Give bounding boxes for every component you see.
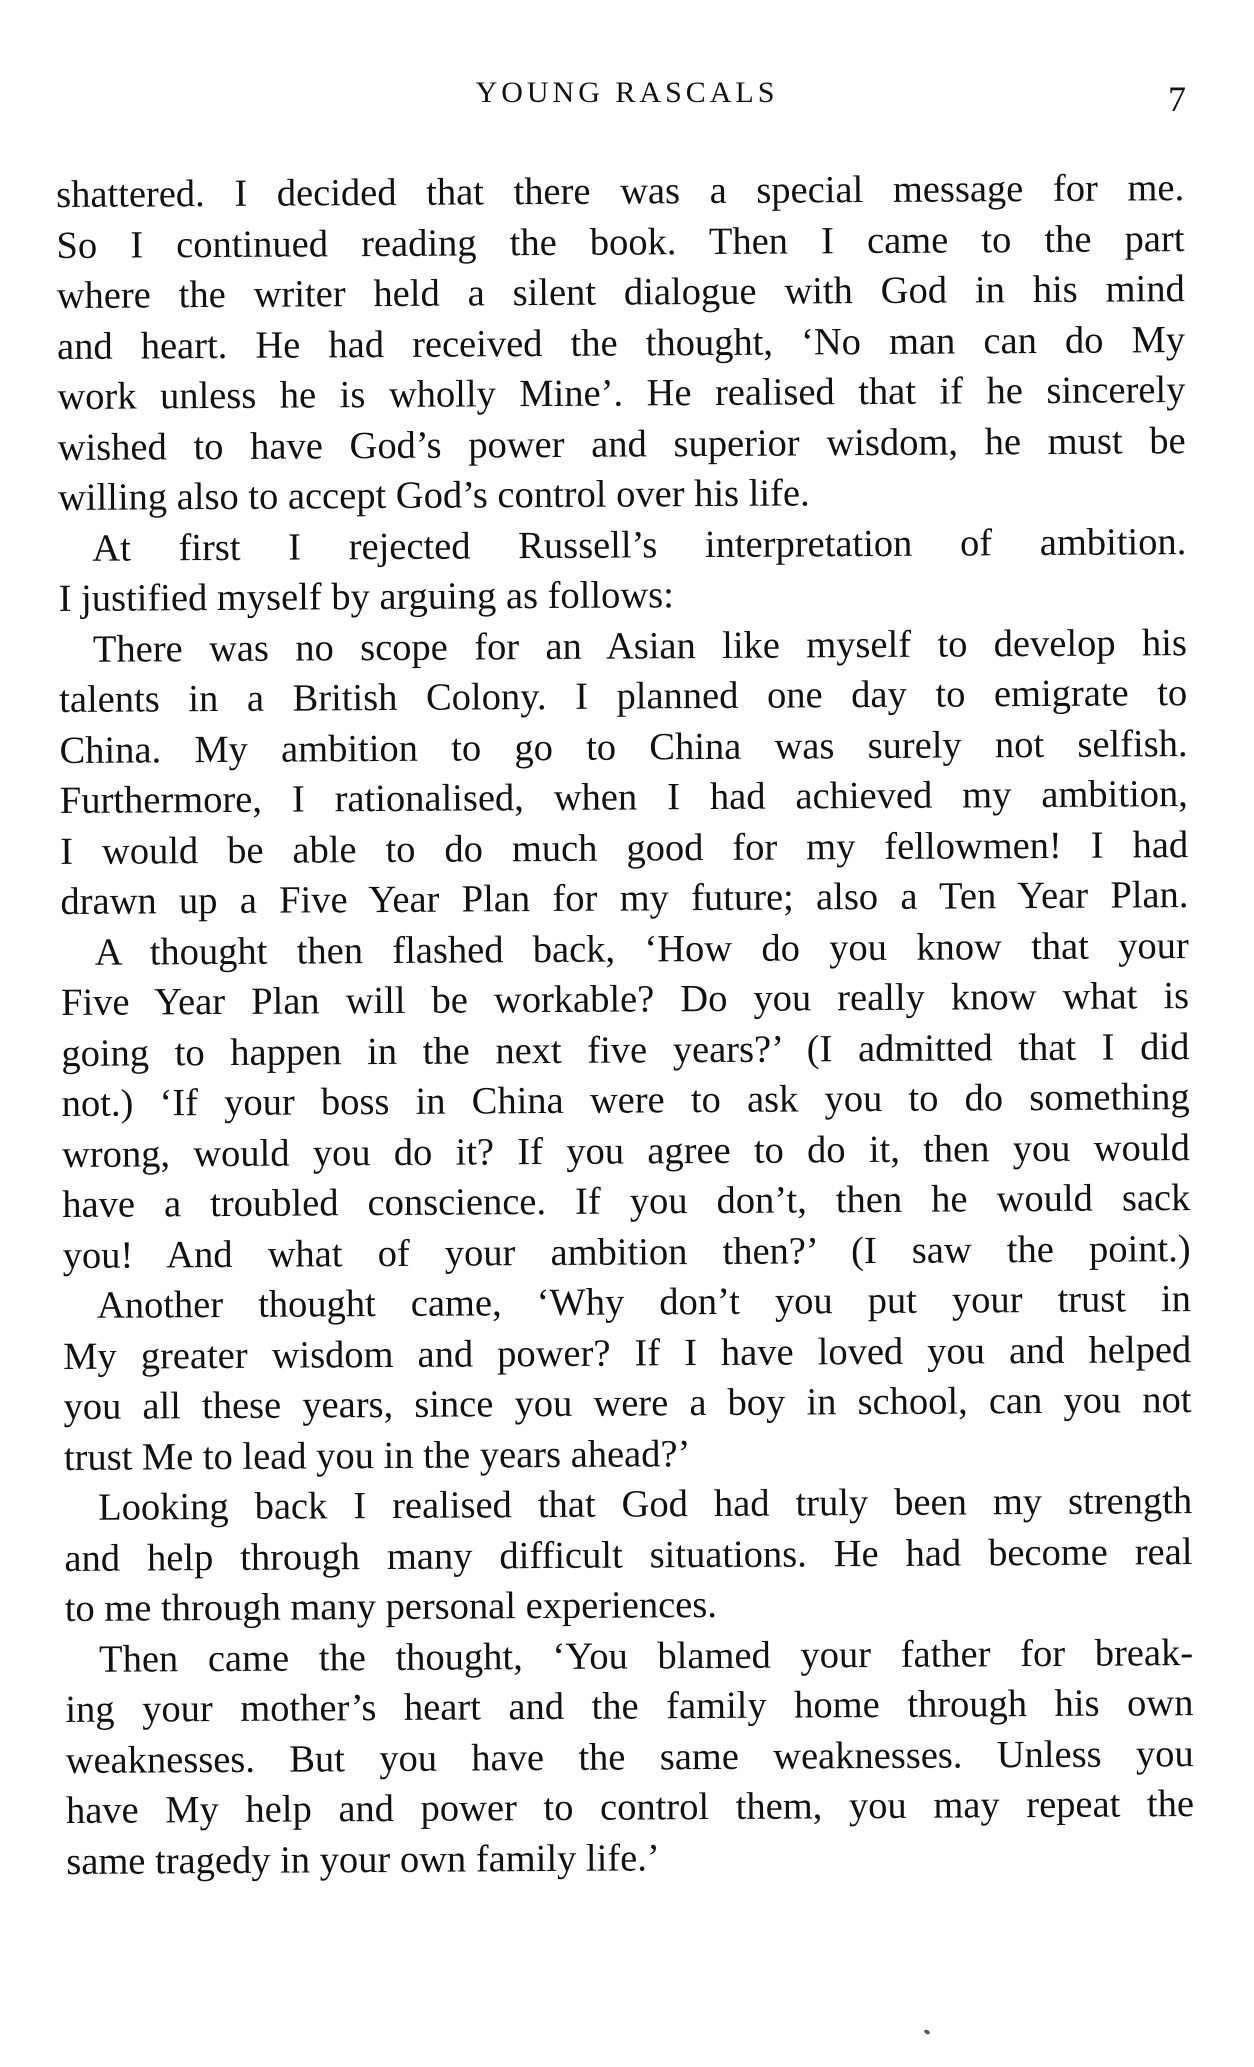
- text-line: willing also to accept God’s control over his life.: [57, 472, 810, 519]
- text-line: trust Me to lead you in the years ahead?’: [63, 1432, 691, 1479]
- text-line: not.) ‘If your boss in China were to ask you to do something: [61, 1076, 1190, 1125]
- page-number: 7: [1168, 79, 1186, 119]
- text-line: drawn up a Five Year Plan for my future; also a Ten Year Plan.: [60, 874, 1189, 923]
- text-line: have a troubled conscience. If you don’t, then he would sack: [62, 1177, 1191, 1226]
- text-line: where the writer held a silent dialogue with God in his mind: [56, 268, 1185, 317]
- text-line: Five Year Plan will be workable? Do you really know what is: [60, 975, 1190, 1024]
- paragraph: [56, 163, 1186, 523]
- text-line: So I continued reading the book. Then I came to the part: [56, 217, 1185, 267]
- paragraph: [64, 1476, 1193, 1634]
- text-line: At first I rejected Russell’s interpretation of ambition.: [92, 520, 1187, 570]
- paragraph: [59, 618, 1189, 928]
- paragraph: [61, 921, 1191, 1281]
- body-text: [56, 163, 1194, 1887]
- text-line: you all these years, since you were a boy in school, can you not: [63, 1379, 1192, 1428]
- text-line: going to happen in the next five years?’ (I admitted that I did: [61, 1025, 1190, 1075]
- text-line: My greater wisdom and power? If I have loved you and helped: [63, 1328, 1192, 1378]
- running-title: YOUNG RASCALS: [475, 76, 779, 109]
- text-line: have My help and power to control them, you may repeat the: [65, 1783, 1195, 1832]
- paragraph: [63, 1274, 1192, 1483]
- text-line: I would be able to do much good for my fellowmen! I had: [60, 823, 1189, 873]
- paragraph: [65, 1628, 1195, 1887]
- text-line: wrong, would you do it? If you agree to do it, then you would: [61, 1126, 1191, 1176]
- text-line: Then came the thought, ‘You blamed your father for break-: [98, 1631, 1194, 1681]
- text-line: Another thought came, ‘Why don’t you put your trust in: [96, 1278, 1192, 1327]
- text-line: same tragedy in your own family life.’: [66, 1836, 660, 1883]
- text-line: weaknesses. But you have the same weaknesses. Unless you: [65, 1732, 1194, 1782]
- text-line: Looking back I realised that God had truly been my strength: [98, 1480, 1193, 1529]
- text-line: and heart. He had received the thought, ‘No man can do My: [56, 318, 1186, 368]
- text-line: work unless he is wholly Mine’. He realised that if he sincerely: [57, 369, 1186, 418]
- text-line: There was no scope for an Asian like myself to develop his: [92, 621, 1188, 671]
- text-line: ing your mother’s heart and the family home through his own: [65, 1682, 1194, 1731]
- paragraph: [58, 517, 1187, 625]
- text-line: and help through many difficult situations. He had become real: [64, 1530, 1193, 1580]
- text-line: China. My ambition to go to China was surely not selfish.: [59, 722, 1188, 772]
- text-line: to me through many personal experiences.: [64, 1583, 718, 1630]
- text-line: wished to have God’s power and superior wisdom, he must be: [57, 419, 1186, 469]
- text-line: you! And what of your ambition then?’ (I saw the point.): [62, 1227, 1191, 1277]
- text-line: talents in a British Colony. I planned one day to emigrate to: [59, 672, 1188, 721]
- text-line: I justified myself by arguing as follows:: [58, 574, 674, 620]
- text-line: Furthermore, I rationalised, when I had achieved my ambition,: [59, 773, 1188, 822]
- text-line: A thought then flashed back, ‘How do you know that your: [94, 924, 1189, 974]
- ink-speck: [923, 2029, 930, 2035]
- text-line: shattered. I decided that there was a special message for me.: [56, 167, 1185, 216]
